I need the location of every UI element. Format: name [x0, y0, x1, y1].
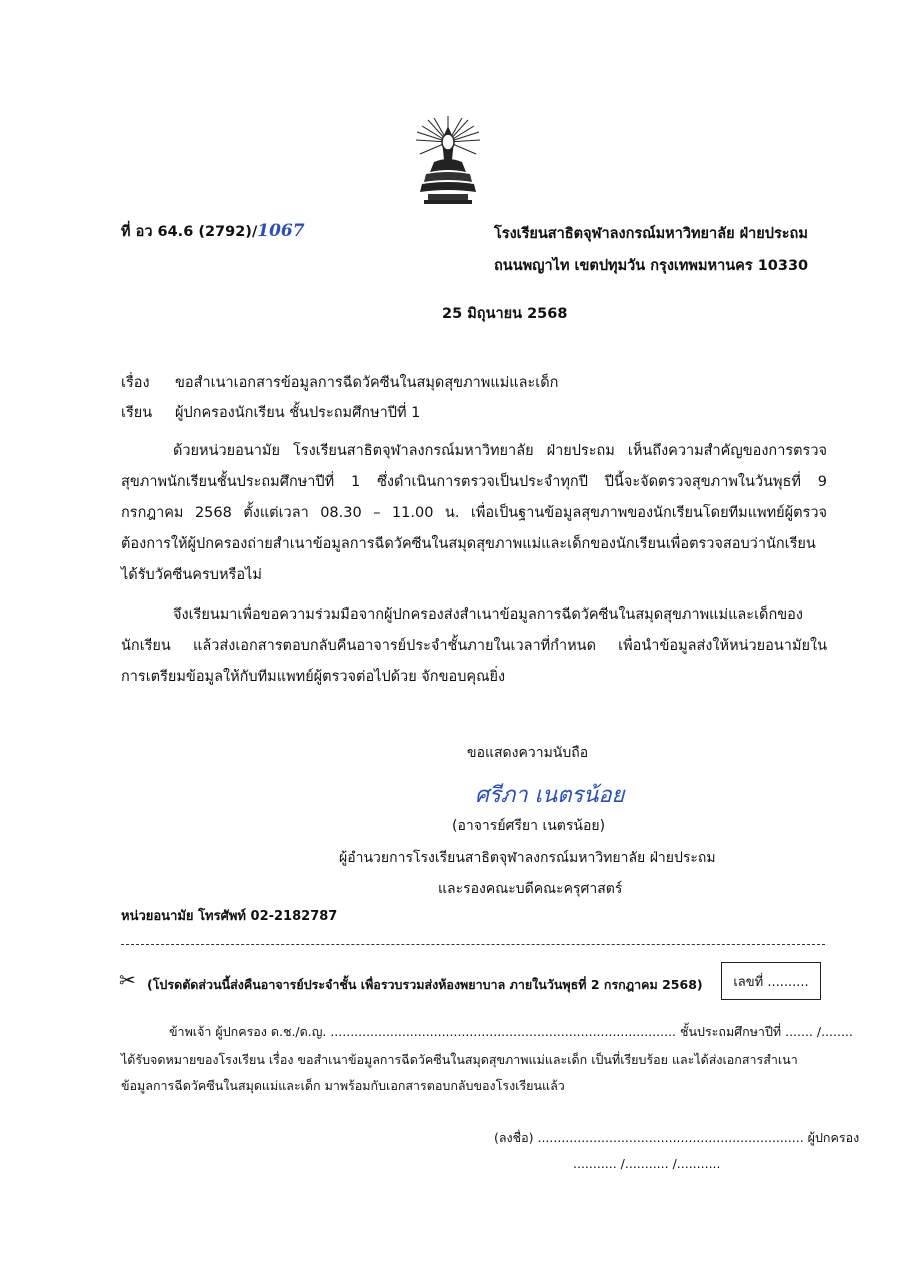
signer-title-2: และรองคณะบดีคณะครุศาสตร์ — [438, 881, 623, 897]
contact-phone: หน่วยอนามัย โทรศัพท์ 02-2182787 — [121, 909, 338, 924]
student-number-box[interactable] — [721, 962, 821, 1000]
reply-sign-line[interactable]: (ลงชื่อ) ................................................................... ผู้ปกครอง — [494, 1130, 860, 1145]
reply-date-line[interactable]: ........... /........... /........... — [573, 1156, 721, 1171]
addressee-label: เรียน — [121, 405, 153, 421]
reply-instruction: (โปรดตัดส่วนนี้ส่งคืนอาจารย์ประจำชั้น เพื่อรวบรวมส่งห้องพยาบาล ภายในวันพุธที่ 2 กรกฎาคม 2568) — [147, 977, 703, 992]
subject-text: ขอสำเนาเอกสารข้อมูลการฉีดวัคซีนในสมุดสุขภาพแม่และเด็ก — [175, 375, 559, 391]
reference-number-handwritten: 1067 — [257, 221, 305, 241]
school-address: ถนนพญาไท เขตปทุมวัน กรุงเทพมหานคร 10330 — [494, 258, 809, 274]
student-number-label: เลขที่ .......... — [733, 974, 809, 990]
letter-date: 25 มิถุนายน 2568 — [442, 306, 568, 322]
closing-regards: ขอแสดงความนับถือ — [467, 745, 589, 761]
reply-line-2: ได้รับจดหมายของโรงเรียน เรื่อง ขอสำเนาข้อมูลการฉีดวัคซีนในสมุดสุขภาพแม่และเด็ก เป็นที่เรียบร้อย และได้ส่งเอกสารสำเนา — [121, 1052, 798, 1067]
reference-number-printed: ที่ อว 64.6 (2792)/ — [121, 224, 258, 240]
reference-number — [121, 220, 305, 243]
cut-line-divider — [121, 944, 825, 945]
body-paragraph-1: ด้วยหน่วยอนามัย โรงเรียนสาธิตจุฬาลงกรณ์มหาวิทยาลัย ฝ่ายประถม เห็นถึงความสำคัญของการตรวจสุขภาพนักเรียนชั้นประถมศึกษาปีที่ 1 ซึ่งดำเนินการตรวจเป็นประจำทุกปี ปีนี้จะจัดตรวจสุขภาพในวันพุธที่ 9 กรกฎาคม 2568 ตั้งแต่เวลา 08.30 – 11.00 น. เพื่อเป็นฐานข้อมูลสุขภาพของนักเรียนโดยทีมแพทย์ผู้ตรวจต้องการให้ผู้ปกครองถ่ายสำเนาข้อมูลการฉีดวัคซีนในสมุดสุขภาพแม่และเด็กของนักเรียนเพื่อตรวจสอบว่านักเรียนได้รับวัคซีนครบหรือไม่ — [121, 443, 827, 583]
subject-label: เรื่อง — [121, 375, 150, 391]
body-paragraph-2: จึงเรียนมาเพื่อขอความร่วมมือจากผู้ปกครองส่งสำเนาข้อมูลการฉีดวัคซีนในสมุดสุขภาพแม่และเด็กของนักเรียน แล้วส่งเอกสารตอบกลับคืนอาจารย์ประจำชั้นภายในเวลาที่กำหนด เพื่อนำข้อมูลส่งให้หน่วยอนามัยในการเตรียมข้อมูลให้กับทีมแพทย์ผู้ตรวจต่อไปด้วย จักขอบคุณยิ่ง — [121, 607, 827, 685]
signature: ศรีภา เนตรน้อย — [475, 783, 625, 808]
signer-title-1: ผู้อำนวยการโรงเรียนสาธิตจุฬาลงกรณ์มหาวิทยาลัย ฝ่ายประถม — [339, 850, 716, 866]
school-name: โรงเรียนสาธิตจุฬาลงกรณ์มหาวิทยาลัย ฝ่ายประถม — [494, 226, 808, 242]
reply-line-1[interactable]: ข้าพเจ้า ผู้ปกครอง ด.ช./ด.ญ. ....................................................................................... ชั้นประถมศึกษาปีที่ ....... /........ — [169, 1024, 853, 1039]
scissors-icon: ✂ — [119, 968, 136, 992]
school-emblem-icon — [412, 112, 484, 206]
addressee-text: ผู้ปกครองนักเรียน ชั้นประถมศึกษาปีที่ 1 — [175, 405, 421, 421]
reply-line-3: ข้อมูลการฉีดวัคซีนในสมุดแม่และเด็ก มาพร้อมกับเอกสารตอบกลับของโรงเรียนแล้ว — [121, 1078, 565, 1093]
signer-name: (อาจารย์ศรียา เนตรน้อย) — [452, 818, 606, 834]
